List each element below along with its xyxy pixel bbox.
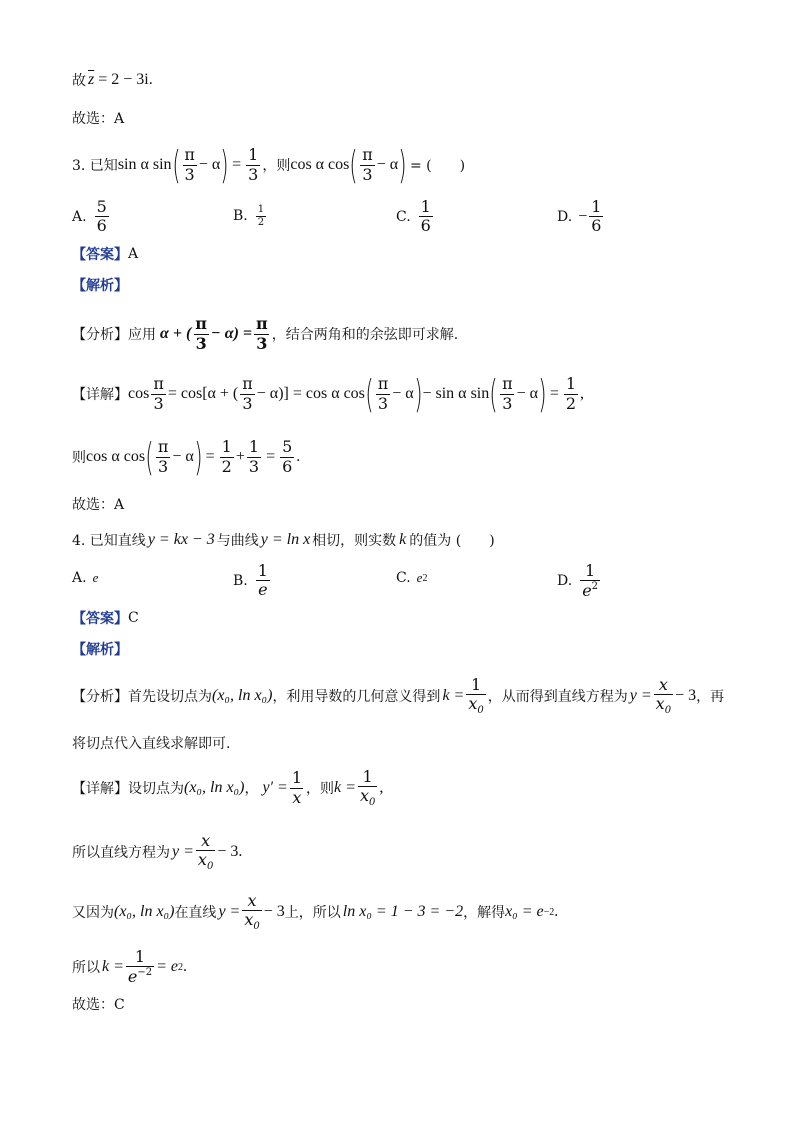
num: 1: [585, 561, 596, 580]
den: 3: [153, 393, 164, 413]
text: 所以: [72, 960, 100, 976]
cos-product: cos α cos: [290, 156, 350, 173]
result: = e: [156, 958, 179, 975]
num: π: [184, 145, 195, 165]
equals: =: [549, 385, 559, 402]
expr: − sin α sin: [422, 385, 490, 402]
text: 则: [72, 450, 86, 466]
num: 1: [565, 374, 577, 394]
num: π: [157, 437, 169, 457]
num: 1: [470, 674, 482, 694]
right-paren: ): [398, 143, 407, 187]
pi-over-3: [376, 375, 391, 413]
q4-option-d[interactable]: [557, 562, 602, 601]
q2-final-answer: 故选：A: [72, 111, 125, 127]
num: 5: [96, 197, 107, 216]
equals: =: [266, 448, 276, 465]
minus-three: − 3: [675, 687, 697, 704]
text: 在直线: [174, 905, 217, 921]
plus: +: [235, 448, 245, 465]
pi-over-3: [182, 146, 197, 184]
q3-option-c[interactable]: [396, 198, 435, 236]
option-label: B.: [233, 572, 248, 589]
period: .: [183, 958, 188, 975]
q3-stem: [72, 145, 753, 185]
den: e: [258, 580, 268, 600]
num: x: [247, 890, 257, 910]
text: 设切点为: [128, 781, 184, 797]
num: 1: [221, 437, 232, 457]
fenxi-tag: 【分析】: [72, 327, 128, 343]
q4-again-line: [72, 890, 753, 934]
num: 1: [420, 197, 431, 216]
period: .: [296, 448, 301, 465]
num: 1: [591, 197, 602, 216]
cos-product: cos α cos: [86, 448, 146, 465]
option-value: [95, 198, 109, 236]
den: 3: [195, 333, 207, 353]
num: 1: [362, 766, 373, 786]
text: ，则: [306, 781, 335, 797]
option-label: D.: [557, 208, 573, 225]
one-third: [246, 146, 260, 184]
q4-line-equation: [72, 830, 753, 874]
num: 1: [248, 145, 259, 165]
k-eq: k =: [334, 779, 356, 796]
pi-over-3: [360, 146, 375, 184]
q4-fenxi-cont: 将切点代入直线求解即可.: [72, 736, 231, 752]
den: 2: [565, 393, 577, 413]
text: ，: [244, 781, 259, 797]
exponent: 2: [178, 961, 184, 973]
x0-equation: x₀ = e: [505, 903, 544, 920]
minus-alpha: − α: [198, 156, 221, 173]
x-over-x0: [242, 892, 261, 933]
left-paren: (: [489, 372, 498, 416]
one-third: [247, 438, 261, 476]
one-half: [564, 375, 578, 413]
comma: ,: [580, 385, 585, 402]
minus-three: − 3: [217, 843, 239, 860]
text: 所以直线方程为: [72, 845, 170, 861]
num: 1: [134, 946, 146, 966]
text: 上，所以: [284, 905, 341, 921]
den: 3: [248, 164, 259, 184]
den: $x_0$: [244, 909, 260, 932]
option-value: [589, 198, 603, 236]
den: 6: [591, 216, 602, 236]
den: $x_0$: [468, 693, 484, 716]
tangent-point: (x₀, ln x₀): [114, 903, 175, 920]
den: 6: [282, 456, 293, 476]
text: 应用: [128, 327, 156, 343]
text: ，从而得到直线方程为: [487, 689, 628, 705]
stem-text: 4. 已知直线: [72, 533, 146, 549]
option-value: e: [92, 570, 99, 585]
text: ，结合两角和的余弦即可求解.: [271, 327, 459, 343]
den: $x_0$: [655, 693, 672, 716]
right-paren: ): [220, 143, 229, 187]
num: π: [153, 374, 164, 394]
den: 2: [257, 216, 265, 228]
equals: =: [205, 448, 215, 465]
option-value: [256, 562, 270, 600]
left-paren: (: [365, 372, 374, 416]
q4-option-a[interactable]: [72, 570, 98, 586]
period: .: [238, 843, 243, 860]
den-exponent: −2: [137, 967, 153, 978]
num: 1: [291, 768, 303, 788]
y-eq: y =: [172, 843, 194, 860]
den: [126, 966, 154, 986]
pi-over-3: [193, 315, 209, 353]
text: 故: [72, 73, 86, 89]
one-over-x: [290, 769, 304, 807]
option-value: [419, 198, 433, 236]
x-over-x0: [654, 676, 673, 717]
option-label: A.: [72, 208, 87, 225]
left-paren: (: [171, 143, 181, 187]
one-over-x0: [466, 676, 485, 717]
q4-fenxi: [72, 674, 753, 718]
expr: − α) =: [211, 325, 253, 342]
den: 3: [377, 393, 389, 413]
right-paren: ): [413, 372, 423, 416]
q4-so-line: [72, 945, 753, 989]
text: ，利用导数的几何意义得到: [272, 689, 441, 705]
q3-analysis-tag: 【解析】: [72, 278, 128, 294]
one-over-x0: [358, 768, 377, 809]
q3-xiangjie: [72, 372, 753, 416]
q3-fenxi: [72, 314, 753, 354]
option-label: B.: [233, 208, 248, 224]
num: π: [502, 374, 513, 394]
tangent-point: (x₀, ln x₀): [212, 687, 273, 704]
minus-three: − 3: [263, 903, 285, 920]
q4-analysis-tag: 【解析】: [72, 642, 128, 658]
option-label: D.: [557, 573, 573, 590]
z-bar: $\overline{z}$: [88, 71, 95, 88]
q3-option-b[interactable]: [233, 204, 268, 228]
q3-option-d[interactable]: [557, 198, 605, 236]
one-over-e-neg2: [126, 948, 154, 987]
xiangjie-tag: 【详解】: [72, 387, 128, 403]
q3-final-answer: 故选：A: [72, 497, 125, 513]
right-paren: ): [194, 435, 203, 479]
equals: =: [232, 156, 242, 173]
curve-equation: y = ln x: [260, 531, 311, 548]
num: 1: [257, 561, 268, 580]
q4-final-answer: 故选：C: [72, 997, 125, 1013]
den: [580, 580, 600, 600]
exponent: −2: [543, 906, 555, 918]
expr: α + (: [160, 325, 192, 342]
den: 3: [184, 164, 195, 184]
option-value: [580, 562, 600, 601]
conjugate-result-line: [72, 70, 753, 90]
period: .: [148, 71, 153, 88]
expr: = cos[α + (: [167, 385, 239, 402]
num: π: [195, 314, 208, 334]
x-over-x0: [196, 832, 215, 873]
option-label: C.: [396, 570, 411, 586]
left-paren: (: [145, 435, 154, 479]
den: 6: [96, 216, 107, 236]
q4-option-c[interactable]: [396, 570, 427, 586]
num: π: [377, 374, 389, 394]
answer-value: C: [128, 610, 139, 626]
num: π: [242, 374, 253, 394]
answer-tag: 【答案】: [72, 611, 128, 627]
comma: ,: [379, 779, 384, 796]
q3-then-line: [72, 435, 753, 479]
q3-answer: [72, 244, 753, 264]
den: 3: [158, 456, 169, 476]
expr: − α)] = cos α cos: [256, 385, 365, 402]
minus-alpha: − α: [392, 385, 414, 402]
text: ，解得: [463, 905, 506, 921]
k-variable: k: [399, 531, 407, 548]
den-exponent: 2: [591, 581, 599, 593]
ln-equation: ln x₀ = 1 − 3 = −2: [342, 903, 464, 920]
stem-text: 与曲线: [216, 533, 259, 549]
fenxi-tag: 【分析】: [72, 689, 128, 705]
pi-over-3: [151, 375, 166, 413]
line-equation: y = kx − 3: [147, 531, 215, 548]
q4-stem: [72, 530, 753, 550]
num: x: [658, 674, 668, 694]
pi-over-3: [156, 438, 171, 476]
expression: = 2 − 3i: [98, 71, 149, 88]
den-base: e: [582, 581, 592, 601]
num: x: [201, 830, 211, 850]
k-eq: k =: [442, 687, 465, 704]
den-base: e: [127, 967, 138, 986]
left-paren: (: [349, 143, 358, 187]
q3-option-a[interactable]: [72, 198, 111, 236]
y-eq: y =: [629, 687, 652, 704]
pi-over-3: [240, 375, 255, 413]
num: 1: [257, 204, 265, 215]
option-value: [256, 204, 266, 228]
text: 首先设切点为: [128, 689, 212, 705]
den: 3: [256, 333, 268, 353]
one-half: [220, 438, 234, 476]
text: ，再: [696, 689, 725, 705]
q4-option-b[interactable]: [233, 562, 272, 600]
option-label: A.: [72, 570, 87, 586]
option-value: e: [416, 570, 423, 585]
period: .: [554, 903, 559, 920]
text: 又因为: [72, 905, 114, 921]
den: 2: [221, 456, 232, 476]
q4-xiangjie: [72, 766, 753, 810]
num: π: [256, 314, 268, 334]
option-label: C.: [396, 208, 411, 225]
den: 3: [502, 393, 513, 413]
y-prime: y′ =: [262, 779, 288, 796]
y-eq: y =: [218, 903, 241, 920]
xiangjie-tag: 【详解】: [72, 781, 128, 797]
den: 6: [420, 216, 431, 236]
den: 3: [248, 456, 260, 476]
stem-text: 3. 已知: [72, 158, 118, 174]
den: $x_0$: [197, 849, 214, 872]
den: x: [292, 787, 302, 807]
answer-tag: 【答案】: [72, 247, 128, 263]
den: $x_0$: [359, 785, 376, 808]
stem-text: 的值为 ( ): [409, 533, 495, 549]
pi-over-3: [254, 315, 270, 353]
cos: cos: [128, 385, 150, 402]
minus-sign: −: [578, 207, 588, 225]
minus-alpha: − α: [516, 385, 538, 402]
k-eq: k =: [102, 958, 124, 975]
stem-end: = ( ): [409, 158, 466, 174]
exponent: 2: [422, 572, 428, 584]
num: π: [362, 145, 373, 165]
minus-alpha: − α: [172, 448, 194, 465]
tangent-point: (x₀, ln x₀): [184, 779, 245, 796]
minus-alpha: − α: [376, 156, 399, 173]
stem-text: 相切，则实数: [312, 533, 397, 549]
q4-answer: [72, 608, 753, 628]
pi-over-3: [500, 375, 515, 413]
num: 5: [282, 437, 293, 457]
den: 3: [362, 164, 373, 184]
answer-value: A: [128, 246, 139, 262]
num: 1: [248, 437, 260, 457]
stem-text: ，则: [262, 158, 291, 174]
right-paren: ): [538, 372, 547, 416]
sin-product: sin α sin: [117, 156, 172, 173]
five-sixths: [280, 438, 294, 476]
den: 3: [242, 393, 253, 413]
